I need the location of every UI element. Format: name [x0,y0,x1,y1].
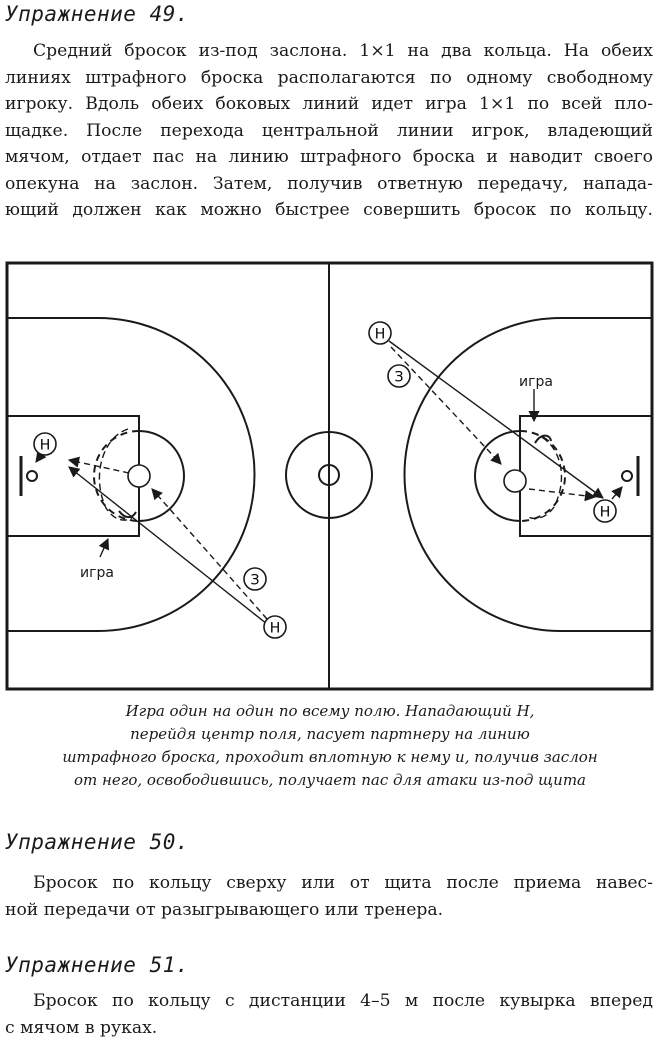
partner-position-right [504,470,526,492]
text-line: мячом, отдает пас на линию штрафного броска и наводит своего [5,147,653,167]
attacker-marker [594,500,616,522]
text-line: ющий должен как можно быстрее совершить бросок по кольцу. [5,200,653,220]
caption-line: перейдя центр поля, пасует партнеру на линию [130,725,530,743]
text-line: опекуна на заслон. Затем, получив ответную передачу, напада- [5,173,653,194]
text-line: ной передачи от разыгрывающего или тренера. [5,899,444,920]
text-line: с мячом в руках. [5,1017,158,1038]
exercise-51-text [5,988,653,1041]
text-line: Бросок по кольцу сверху или от щита после приема навес- [33,873,653,893]
screen-mark-right [535,436,551,443]
exercise-50-text [5,870,653,923]
exercise-50-heading: Упражнение 50. [5,830,190,854]
attacker-marker [369,322,391,344]
text-line: Бросок по кольцу с дистанции 4–5 м после кувырка вперед [33,991,653,1011]
exercise-51-heading: Упражнение 51. [5,953,190,977]
figure-caption [10,700,650,792]
caption-line: Игра один на один по всему полю. Нападающий Н, [125,702,535,720]
attacker-marker [34,433,56,455]
hoop-right [622,471,632,481]
free-throw-arc-right-dashed [520,431,565,521]
dribble-path-right [389,341,603,498]
attacker-label: Н [39,437,51,454]
text-line: линиях штрафного броска располагаются по одному свободному [5,67,653,88]
shot-right [612,487,622,499]
attacker-marker [264,616,286,638]
return-pass-left [69,460,129,473]
passer-label: З [394,369,404,386]
passer-marker [244,568,266,590]
caption-line: от него, освободившись, получает пас для атаки из-под щита [73,771,586,789]
attacker-label: Н [269,620,281,637]
play-label-left: игра [80,565,114,581]
attacker-label: Н [599,504,611,521]
screen-arc-left [99,429,132,520]
exercise-49-text [5,38,653,224]
hoop-left [27,471,37,481]
play-arrow-left [100,539,108,557]
court-diagram [5,261,655,692]
text-line: игроку. Вдоль обеих боковых линий идет игра 1×1 по всей пло- [5,94,653,114]
caption-line: штрафного броска, проходит вплотную к нему и, получив заслон [62,748,598,766]
text-line: щадке. После перехода центральной линии игрок, владеющий [5,120,653,141]
passer-label: З [250,572,260,589]
partner-position-left [128,465,150,487]
exercise-49-heading: Упражнение 49. [5,2,190,26]
three-point-arc-right [404,318,652,631]
attacker-label: Н [374,326,386,343]
passer-marker [388,365,410,387]
text-line: Средний бросок из-под заслона. 1×1 на два кольца. На обеих [33,41,653,61]
play-label-right: игра [519,374,553,390]
